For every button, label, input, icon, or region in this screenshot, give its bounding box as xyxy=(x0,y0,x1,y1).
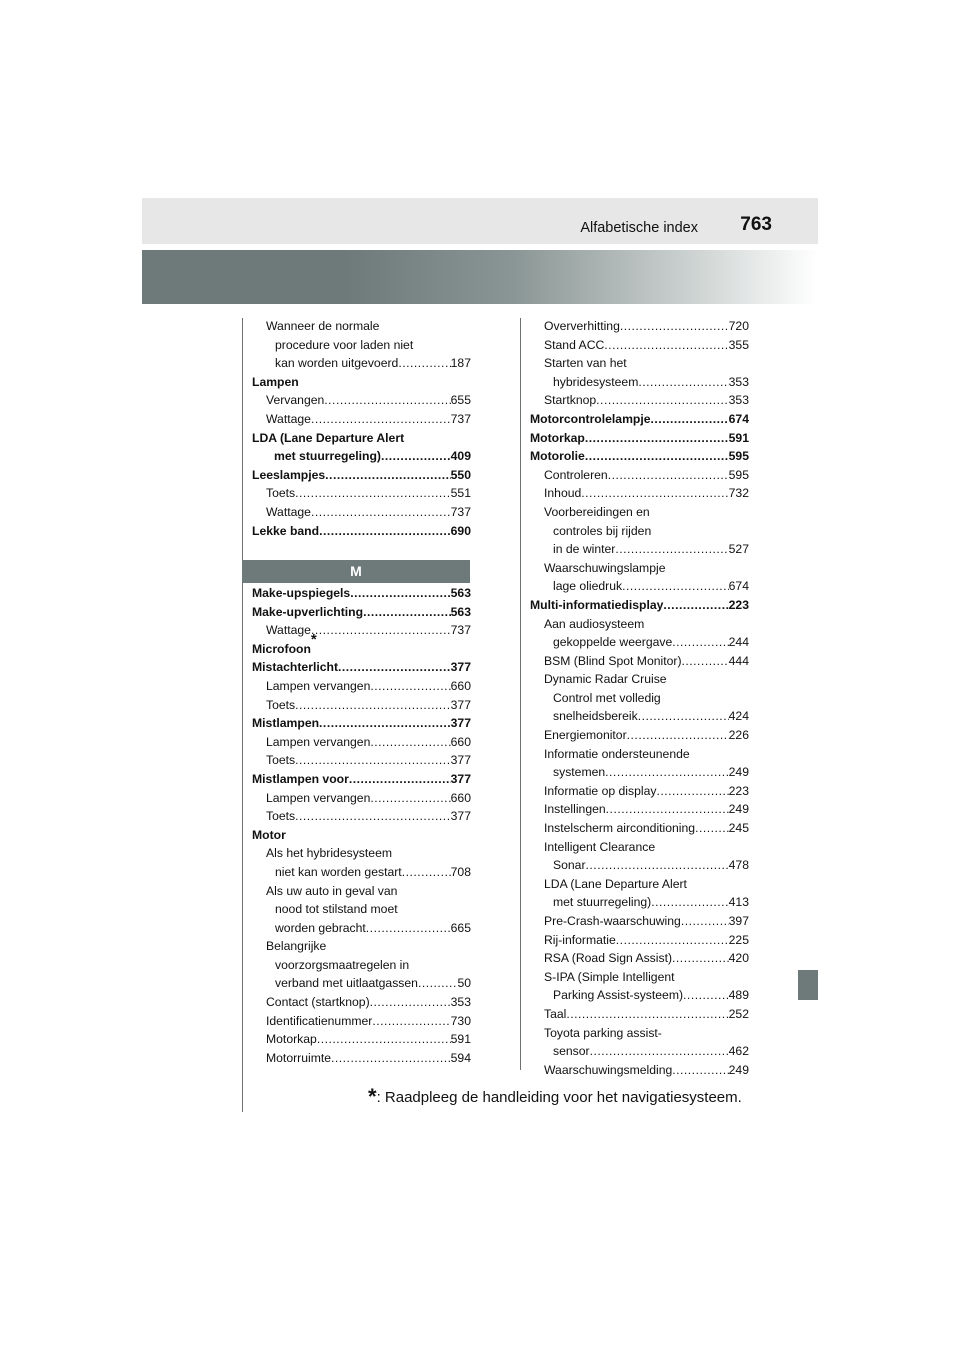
entry-text: Energiemonitor xyxy=(544,728,627,743)
entry-text: Lekke band xyxy=(252,523,320,538)
entry-text: Taal xyxy=(544,1006,567,1021)
dot-leader xyxy=(325,466,450,485)
index-entry xyxy=(252,621,471,640)
page-ref: 730 xyxy=(450,1013,471,1028)
dot-leader xyxy=(596,391,728,410)
entry-text: gekoppelde weergave xyxy=(553,635,673,650)
index-entry xyxy=(530,986,749,1005)
page-ref: 660 xyxy=(450,734,471,749)
index-entry xyxy=(252,1030,471,1049)
entry-text: Toets xyxy=(266,697,296,712)
entry-text: nood tot stilstand moet xyxy=(275,902,398,917)
page-ref: 244 xyxy=(728,635,749,650)
index-entry xyxy=(530,670,749,689)
page-ref: 674 xyxy=(728,411,749,426)
dot-leader xyxy=(372,1012,450,1031)
dot-leader xyxy=(338,658,451,677)
dot-leader xyxy=(622,577,729,596)
index-entry xyxy=(252,603,471,622)
page-ref: 550 xyxy=(450,467,471,482)
entry-text: Informatie ondersteunende xyxy=(544,746,690,761)
dot-leader xyxy=(638,707,729,726)
index-entry xyxy=(530,354,749,373)
dot-leader xyxy=(651,410,729,429)
entry-text: procedure voor laden niet xyxy=(275,337,414,352)
page-ref: 413 xyxy=(728,895,749,910)
page-ref: 377 xyxy=(450,697,471,712)
page-ref: 595 xyxy=(728,449,749,464)
index-entry xyxy=(252,789,471,808)
entry-text: Wattage xyxy=(266,623,311,638)
entry-text: BSM (Blind Spot Monitor) xyxy=(544,653,682,668)
dot-leader xyxy=(615,540,728,559)
entry-text: Toets xyxy=(266,753,296,768)
index-entry xyxy=(530,391,749,410)
index-entry xyxy=(252,677,471,696)
page-ref: 720 xyxy=(728,319,749,333)
right-column xyxy=(530,317,749,1079)
entry-text: Pre-Crash-waarschuwing xyxy=(544,914,681,928)
index-entry xyxy=(252,974,471,993)
page-ref: 424 xyxy=(728,709,749,724)
page-ref: 377 xyxy=(450,660,471,675)
entry-text: S-IPA (Simple Intelligent xyxy=(544,969,675,984)
left-column-top xyxy=(252,317,471,540)
index-entry xyxy=(530,1005,749,1024)
entry-text: Motorkap xyxy=(530,430,585,445)
index-entry xyxy=(530,875,749,894)
page-ref: 732 xyxy=(728,486,749,501)
index-entry xyxy=(530,577,749,596)
entry-text: RSA (Road Sign Assist) xyxy=(544,951,673,966)
dot-leader xyxy=(295,696,451,715)
dot-leader xyxy=(620,317,729,336)
entry-text: Aan audiosysteem xyxy=(544,616,645,631)
index-entry xyxy=(530,800,749,819)
index-entry xyxy=(530,1042,749,1061)
index-entry xyxy=(530,503,749,522)
entry-text: Lampen xyxy=(252,374,299,389)
index-entry xyxy=(252,317,471,336)
entry-text: met stuurregeling) xyxy=(274,449,381,464)
page-ref: 355 xyxy=(728,337,749,352)
page-ref: 478 xyxy=(728,858,749,873)
index-entry xyxy=(530,838,749,857)
entry-text: Lampen vervangen xyxy=(266,790,371,805)
page-ref: 50 xyxy=(457,976,471,991)
index-entry xyxy=(252,391,471,410)
entry-text: Wanneer de normale xyxy=(266,319,380,333)
index-entry xyxy=(252,770,471,789)
page-ref: 245 xyxy=(728,821,749,836)
entry-text: Belangrijke xyxy=(266,939,327,954)
entry-text: snelheidsbereik xyxy=(553,709,638,724)
dot-leader xyxy=(605,763,729,782)
page-ref: 563 xyxy=(450,586,471,600)
dot-leader xyxy=(695,819,729,838)
index-entry xyxy=(252,714,471,733)
entry-text: Wattage xyxy=(266,504,311,519)
index-entry xyxy=(530,745,749,764)
dot-leader xyxy=(366,919,451,938)
page-ref: 225 xyxy=(728,932,749,947)
index-entry xyxy=(252,1049,471,1068)
section-letter: M xyxy=(242,560,470,583)
page-ref: 353 xyxy=(728,393,749,408)
page-ref: 660 xyxy=(450,790,471,805)
index-entry xyxy=(252,584,471,603)
page-ref: 489 xyxy=(728,988,749,1003)
dot-leader xyxy=(370,733,450,752)
page-ref: 223 xyxy=(728,597,749,612)
page-ref: 462 xyxy=(728,1044,749,1059)
dot-leader xyxy=(295,751,451,770)
index-entry xyxy=(530,652,749,671)
dot-leader xyxy=(349,770,451,789)
dot-leader xyxy=(311,503,451,522)
entry-text: kan worden uitgevoerd xyxy=(275,356,399,371)
dot-leader xyxy=(331,1049,451,1068)
entry-text: lage oliedruk xyxy=(553,579,623,594)
index-entry xyxy=(530,484,749,503)
dot-leader xyxy=(604,336,728,355)
entry-text: Stand ACC xyxy=(544,337,605,352)
dot-leader xyxy=(656,782,728,801)
index-entry xyxy=(252,807,471,826)
index-entry xyxy=(252,447,471,466)
page-ref: 591 xyxy=(728,430,749,445)
dot-leader xyxy=(663,596,728,615)
dot-leader xyxy=(585,429,729,448)
entry-text: Waarschuwingslampje xyxy=(544,560,666,575)
entry-text: voorzorgsmaatregelen in xyxy=(275,957,410,972)
page-ref: 655 xyxy=(450,393,471,408)
entry-text: hybridesysteem xyxy=(553,374,639,389)
index-entry xyxy=(530,559,749,578)
page-ref: 377 xyxy=(450,753,471,768)
index-entry xyxy=(252,410,471,429)
page-ref: 595 xyxy=(728,467,749,482)
page-ref: 187 xyxy=(450,356,471,371)
index-entry xyxy=(530,596,749,615)
index-entry xyxy=(252,751,471,770)
page-ref: 420 xyxy=(728,951,749,966)
index-entry xyxy=(252,503,471,522)
entry-text: Toets xyxy=(266,486,296,501)
entry-text: Als uw auto in geval van xyxy=(266,883,398,898)
dot-leader xyxy=(681,912,729,931)
index-entry xyxy=(252,522,471,541)
page-ref: 377 xyxy=(450,716,471,731)
entry-text: Rij-informatie xyxy=(544,932,616,947)
dot-leader xyxy=(682,652,729,671)
page-ref: 563 xyxy=(450,604,471,619)
index-entry xyxy=(252,484,471,503)
entry-text: LDA (Lane Departure Alert xyxy=(544,876,687,891)
entry-text: Sonar xyxy=(553,858,586,873)
page-ref: 527 xyxy=(728,542,749,557)
entry-text: Parking Assist-systeem) xyxy=(553,988,684,1003)
index-entry xyxy=(530,689,749,708)
index-entry xyxy=(252,733,471,752)
dot-leader xyxy=(370,993,451,1012)
entry-text: Controleren xyxy=(544,467,608,482)
dot-leader xyxy=(606,800,729,819)
dot-leader xyxy=(651,893,728,912)
dot-leader xyxy=(672,1061,728,1080)
page-ref: 249 xyxy=(728,802,749,817)
dot-leader xyxy=(363,603,451,622)
dot-leader xyxy=(295,484,451,503)
dot-leader xyxy=(683,986,729,1005)
entry-text: Mistlampen voor xyxy=(252,771,349,786)
entry-text: controles bij rijden xyxy=(553,523,652,538)
index-entry xyxy=(252,1012,471,1031)
entry-text: Vervangen xyxy=(266,393,325,408)
page-ref: 409 xyxy=(450,449,471,464)
dot-leader xyxy=(370,677,450,696)
dot-leader xyxy=(324,391,450,410)
index-entry xyxy=(530,893,749,912)
dot-leader xyxy=(317,1030,451,1049)
page-number: 763 xyxy=(740,214,772,235)
index-entry xyxy=(530,1024,749,1043)
page-ref: 591 xyxy=(450,1032,471,1047)
index-entry xyxy=(252,919,471,938)
entry-text: Toyota parking assist- xyxy=(544,1025,662,1040)
index-entry xyxy=(530,949,749,968)
index-entry xyxy=(530,615,749,634)
dot-leader xyxy=(581,484,728,503)
entry-text: Motorcontrolelampje xyxy=(530,411,651,426)
page-ref: 708 xyxy=(450,864,471,879)
entry-text: Instellingen xyxy=(544,802,606,817)
index-entry xyxy=(530,540,749,559)
dot-leader xyxy=(585,447,729,466)
entry-text: verband met uitlaatgassen xyxy=(275,976,418,991)
dot-leader xyxy=(608,466,729,485)
index-entry xyxy=(252,826,471,845)
index-entry xyxy=(530,707,749,726)
entry-text: Instelscherm airconditioning xyxy=(544,821,696,836)
entry-text: Motorolie xyxy=(530,449,585,464)
entry-text: Waarschuwingsmelding xyxy=(544,1062,673,1077)
page-ref: 551 xyxy=(450,486,471,501)
entry-text: sensor xyxy=(553,1044,590,1059)
entry-text: Contact (startknop) xyxy=(266,995,370,1010)
entry-text: Multi-informatiedisplay xyxy=(530,597,664,612)
dot-leader xyxy=(616,931,729,950)
index-entry xyxy=(530,819,749,838)
entry-text: LDA (Lane Departure Alert xyxy=(252,430,405,445)
page-ref: 397 xyxy=(728,914,749,928)
dot-leader xyxy=(311,621,451,640)
dot-leader xyxy=(319,522,451,541)
page-ref: 665 xyxy=(450,920,471,935)
chapter-tab xyxy=(798,970,818,1000)
page-ref: 249 xyxy=(728,765,749,780)
page-ref: 594 xyxy=(450,1050,471,1065)
header-title: Alfabetische index xyxy=(580,220,698,236)
page-ref: 737 xyxy=(450,504,471,519)
entry-text: Motor xyxy=(252,827,286,842)
dot-leader xyxy=(586,856,729,875)
entry-text: Intelligent Clearance xyxy=(544,839,656,854)
index-entry xyxy=(252,844,471,863)
footnote-star: * xyxy=(310,630,317,648)
entry-text: Starten van het xyxy=(544,356,627,371)
index-entry xyxy=(530,968,749,987)
entry-text: Voorbereidingen en xyxy=(544,504,650,519)
index-entry xyxy=(530,317,749,336)
entry-text: worden gebracht xyxy=(275,920,366,935)
entry-text: Lampen vervangen xyxy=(266,678,371,693)
dot-leader xyxy=(418,974,457,993)
index-entry xyxy=(252,336,471,355)
index-entry xyxy=(252,882,471,901)
page-ref: 444 xyxy=(728,653,749,668)
entry-text: met stuurregeling) xyxy=(553,895,652,910)
dot-leader xyxy=(402,863,451,882)
entry-text: Als het hybridesysteem xyxy=(266,846,392,861)
page-ref: 737 xyxy=(450,411,471,426)
entry-text: Control met volledig xyxy=(553,690,661,705)
dot-leader xyxy=(672,633,728,652)
footnote-marker: * xyxy=(368,1084,377,1109)
entry-text: Mistachterlicht xyxy=(252,660,339,675)
entry-text: Motorruimte xyxy=(266,1050,332,1065)
dot-leader xyxy=(672,949,729,968)
page-ref: 377 xyxy=(450,771,471,786)
page-ref: 690 xyxy=(450,523,471,538)
entry-text: in de winter xyxy=(553,542,616,557)
footnote-text: : Raadpleeg de handleiding voor het navigatiesysteem. xyxy=(376,1089,742,1106)
page-header xyxy=(142,198,818,244)
index-entry xyxy=(252,354,471,373)
entry-text: Dynamic Radar Cruise xyxy=(544,672,667,687)
dot-leader xyxy=(638,373,728,392)
dot-leader xyxy=(311,410,451,429)
index-entry xyxy=(530,856,749,875)
index-entry xyxy=(530,912,749,931)
left-column-m xyxy=(252,584,471,1067)
entry-text: Motorkap xyxy=(266,1032,317,1047)
page-ref: 353 xyxy=(450,995,471,1010)
index-entry xyxy=(530,726,749,745)
dot-leader xyxy=(566,1005,728,1024)
index-entry xyxy=(530,429,749,448)
dot-leader xyxy=(350,584,450,603)
dot-leader xyxy=(381,447,451,466)
page-ref: 252 xyxy=(728,1006,749,1021)
index-entry xyxy=(530,782,749,801)
entry-text: Mistlampen xyxy=(252,716,320,731)
page-ref: 737 xyxy=(450,623,471,638)
index-entry xyxy=(252,658,471,677)
entry-text: Oververhitting xyxy=(544,319,620,333)
index-entry xyxy=(252,993,471,1012)
entry-text: Microfoon xyxy=(252,641,311,656)
index-entry xyxy=(530,466,749,485)
page-ref: 249 xyxy=(728,1062,749,1077)
page-ref: 353 xyxy=(728,374,749,389)
index-entry xyxy=(252,956,471,975)
index-entry xyxy=(530,1061,749,1080)
entry-text: Make-upverlichting xyxy=(252,604,364,619)
header-band xyxy=(142,250,818,304)
index-entry xyxy=(252,373,471,392)
page-ref: 674 xyxy=(728,579,749,594)
index-entry xyxy=(530,410,749,429)
index-entry xyxy=(530,373,749,392)
entry-text: Toets xyxy=(266,809,296,824)
index-entry xyxy=(252,696,471,715)
dot-leader xyxy=(398,354,450,373)
index-entry xyxy=(252,937,471,956)
index-entry xyxy=(530,447,749,466)
dot-leader xyxy=(319,714,451,733)
entry-text: Informatie op display xyxy=(544,783,657,798)
entry-text: Make-upspiegels xyxy=(252,586,351,600)
entry-text: Lampen vervangen xyxy=(266,734,371,749)
entry-text: Identificatienummer xyxy=(266,1013,373,1028)
index-entry xyxy=(530,336,749,355)
center-divider xyxy=(520,318,521,1070)
entry-text: Inhoud xyxy=(544,486,582,501)
index-entry xyxy=(252,429,471,448)
dot-leader xyxy=(295,807,451,826)
dot-leader xyxy=(590,1042,729,1061)
page-ref: 223 xyxy=(728,783,749,798)
index-entry xyxy=(530,522,749,541)
entry-text: Startknop xyxy=(544,393,597,408)
entry-text: Wattage xyxy=(266,411,311,426)
footnote xyxy=(368,1084,742,1110)
entry-text: niet kan worden gestart xyxy=(275,864,402,879)
index-entry xyxy=(252,466,471,485)
dot-leader xyxy=(627,726,729,745)
index-entry xyxy=(530,763,749,782)
dot-leader xyxy=(370,789,450,808)
left-divider xyxy=(242,318,243,1112)
index-entry xyxy=(252,900,471,919)
index-entry xyxy=(252,863,471,882)
entry-text: systemen xyxy=(553,765,606,780)
entry-text: Leeslampjes xyxy=(252,467,326,482)
index-entry xyxy=(530,633,749,652)
page-ref: 377 xyxy=(450,809,471,824)
page-ref: 660 xyxy=(450,678,471,693)
index-entry xyxy=(530,931,749,950)
page-ref: 226 xyxy=(728,728,749,743)
